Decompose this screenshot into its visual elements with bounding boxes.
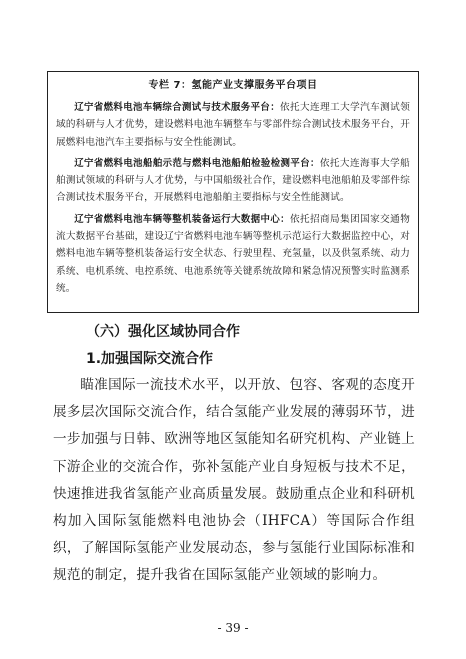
box-item-heading: 辽宁省燃料电池车辆综合测试与技术服务平台：	[74, 102, 280, 113]
section-heading: （六）强化区域协同合作	[86, 324, 240, 340]
box-title: 专栏 7：氢能产业支撑服务平台项目	[148, 80, 318, 91]
box-item-text: 依托大连理工大学汽车测试领域的科研与人才优势，建设燃料电池车辆整车与零部件综合测试技术服务平台，开展燃料电池汽车主要指标与安全性能测试。	[56, 102, 410, 148]
page-number: - 39 -	[217, 621, 249, 635]
body-paragraph: 瞄准国际一流技术水平，以开放、包容、客观的态度开展多层次国际交流合作，结合氢能产业发展的薄弱环节，进一步加强与日韩、欧洲等地区氢能知名研究机构、产业链上下游企业的交流合作，弥补氢能产业自身短板与技术不足，快速推进我省氢能产业高质量发展。鼓励重点企业和科研机构加入国际氢能燃料电池协会（IHFCA）等国际合作组织，了解国际氢能产业发展动态，参与氢能行业国际标准和规范的制定，提升我省在国际氢能产业领域的影响力。	[53, 377, 415, 584]
box-item	[56, 99, 410, 151]
box-item	[56, 155, 410, 207]
box-item-text: 依托招商局集团国家交通物流大数据平台基础，建设辽宁省燃料电池车辆等整机示范运行大数据监控中心，对燃料电池车辆等整机装备运行安全状态、行驶里程、充氢量，以及供氢系统、动力系统、电机系统、电控系统、电池系统等关键系统故障和紧急情况预警实时监测系统。	[56, 213, 411, 294]
subsection-heading: 1.加强国际交流合作	[86, 351, 214, 367]
feature-box	[47, 71, 419, 313]
box-item-text: 依托大连海事大学船舶测试领域的科研与人才优势，与中国船级社合作，建设燃料电池船舶及零部件综合测试技术服务平台，开展燃料电池船舶主要指标与安全性能测试。	[56, 157, 410, 204]
box-item-heading: 辽宁省燃料电池船舶示范与燃料电池船舶检验检测平台：	[74, 157, 320, 169]
box-item-heading: 辽宁省燃料电池车辆等整机装备运行大数据中心：	[74, 213, 290, 225]
box-item	[56, 211, 410, 297]
